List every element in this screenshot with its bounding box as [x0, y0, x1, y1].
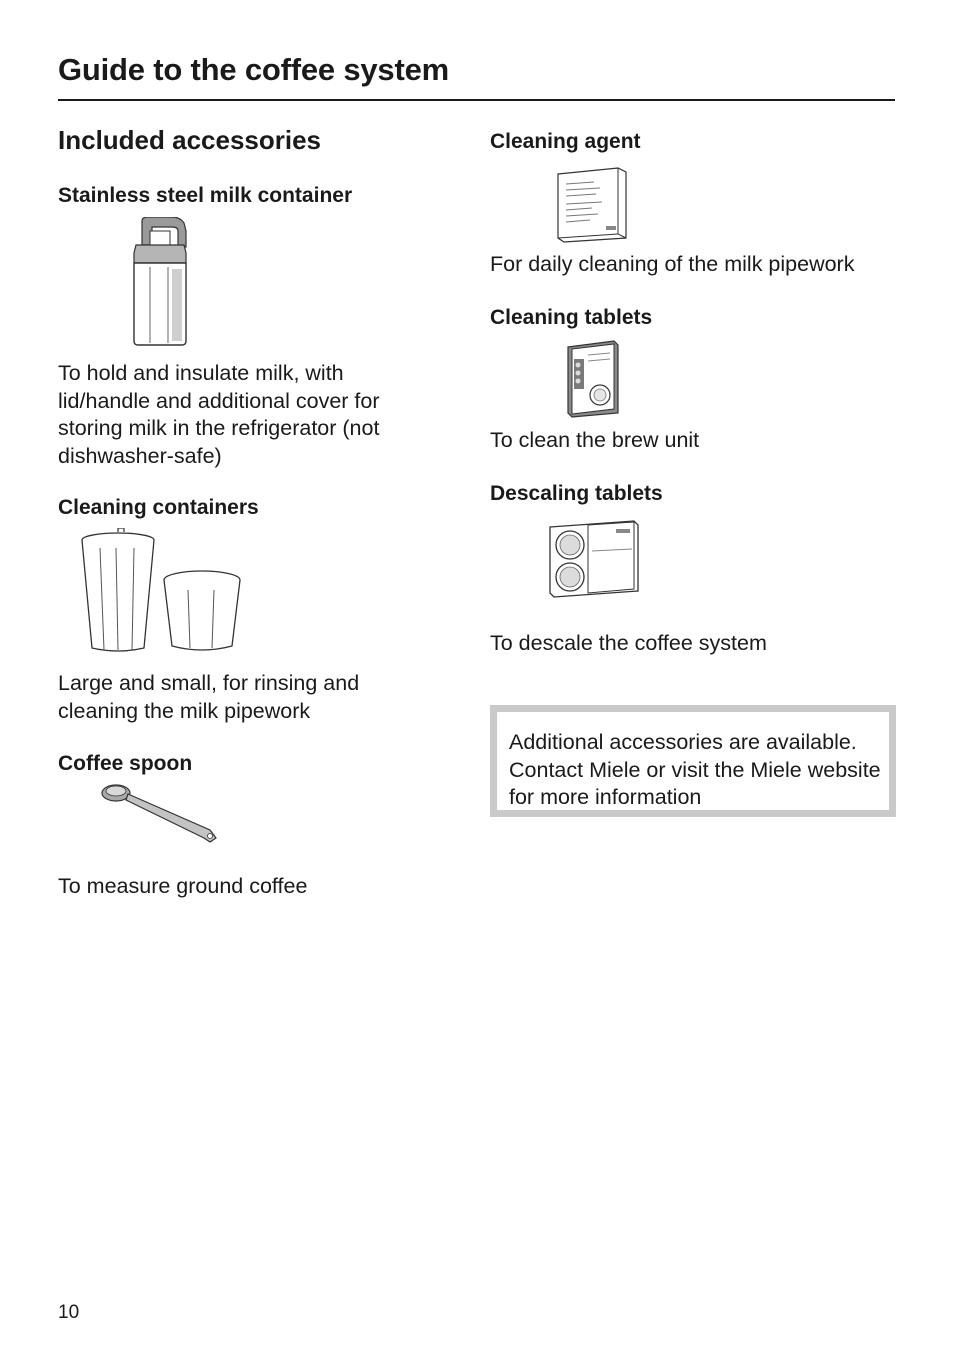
cleaning-tablets-description: To clean the brew unit [490, 428, 700, 452]
descaling-tablets-description: To descale the coffee system [490, 631, 767, 655]
cleaning-containers-heading: Cleaning containers [58, 496, 259, 519]
cleaning-containers-description: Large and small, for rinsing and cleaning the milk pipework [58, 671, 360, 723]
page-number: 10 [58, 1302, 80, 1323]
title-rule [58, 99, 895, 101]
milk-container-heading: Stainless steel milk container [58, 184, 353, 207]
milk-container-description: To hold and insulate milk, with lid/handle and additional cover for storing milk in the refrigerator (not dishwasher-safe) [58, 361, 380, 468]
note-text: Additional accessories are available. Contact Miele or visit the Miele website for more information [509, 730, 881, 809]
section-title: Included accessories [58, 125, 322, 155]
cleaning-tablets-heading: Cleaning tablets [490, 306, 653, 329]
page-title: Guide to the coffee system [58, 52, 450, 87]
coffee-spoon-heading: Coffee spoon [58, 752, 193, 775]
milk-container-icon [128, 217, 192, 347]
cleaning-agent-heading: Cleaning agent [490, 130, 641, 153]
cleaning-agent-description: For daily cleaning of the milk pipework [490, 252, 855, 276]
coffee-spoon-description: To measure ground coffee [58, 874, 308, 898]
cleaning-containers-icon [78, 528, 246, 654]
cleaning-agent-icon [554, 166, 630, 244]
coffee-spoon-icon [100, 782, 224, 846]
descaling-tablets-heading: Descaling tablets [490, 482, 663, 505]
descaling-tablets-icon [546, 519, 640, 599]
note-box [490, 705, 896, 817]
cleaning-tablets-icon [566, 339, 620, 419]
